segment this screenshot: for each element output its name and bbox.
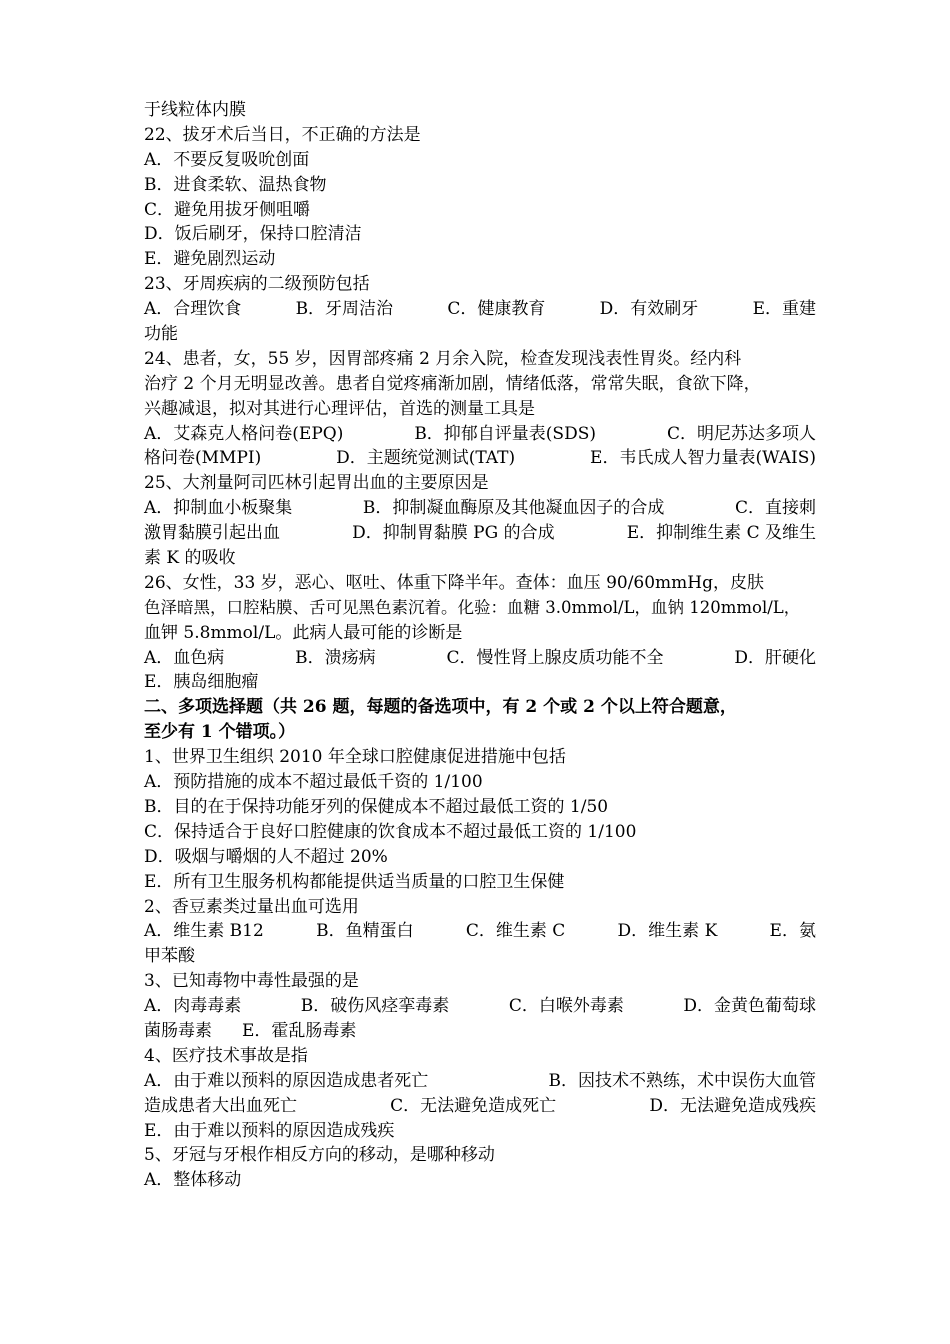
option-text: B．破伤风痉挛毒素 — [300, 996, 450, 1017]
text-line: 26、女性，33 岁，恶心、呕吐、体重下降半年。查体：血压 90/60mmHg，皮肤 — [144, 572, 765, 593]
text-line: 4、医疗技术事故是指 — [144, 1045, 308, 1066]
option-text: C．健康教育 — [447, 299, 546, 320]
option-text: D．有效刷牙 — [599, 299, 699, 320]
text-line: 2、香豆素类过量出血可选用 — [144, 896, 359, 917]
option-text: C．白喉外毒素 — [508, 996, 624, 1017]
text-line — [144, 422, 816, 447]
text-line: 色泽暗黑，口腔粘膜、舌可见黑色素沉着。化验：血糖 3.0mmol/L，血钠 120mmol/L， — [144, 597, 801, 617]
text-line: E．由于难以预料的原因造成残疾 — [144, 1120, 395, 1141]
text-line: 1、世界卫生组织 2010 年全球口腔健康促进措施中包括 — [144, 747, 566, 768]
option-text: C．慢性肾上腺皮质功能不全 — [446, 647, 664, 668]
text-line — [144, 994, 816, 1019]
option-text: A．艾森克人格问卷(EPQ) — [144, 423, 344, 444]
text-line: E．避免剧烈运动 — [144, 249, 276, 270]
text-line: A．预防措施的成本不超过最低千资的 1/100 — [144, 772, 483, 793]
option-text: D．肝硬化 — [734, 647, 816, 668]
text-line: 治疗 2 个月无明显改善。患者自觉疼痛渐加剧，情绪低落，常常失眠，食欲下降， — [144, 373, 761, 394]
text-line: A．整体移动 — [144, 1170, 242, 1191]
text-line: 功能 — [144, 324, 178, 345]
option-text: A．合理饮食 — [144, 299, 242, 320]
text-line: 二、多项选择题（共 26 题，每题的备选项中，有 2 个或 2 个以上符合题意， — [144, 697, 737, 718]
text-line: 5、牙冠与牙根作相反方向的移动，是哪种移动 — [144, 1145, 495, 1166]
option-text: D．维生素 K — [617, 921, 718, 942]
text-line — [144, 919, 816, 944]
text-line — [144, 521, 816, 546]
option-text: D．抑制胃黏膜 PG 的合成 — [352, 523, 555, 544]
option-text: C．维生素 C — [465, 921, 566, 942]
option-text: 造成患者大出血死亡 — [144, 1095, 297, 1116]
text-line: E．所有卫生服务机构都能提供适当质量的口腔卫生保健 — [144, 871, 565, 892]
text-line: 23、牙周疾病的二级预防包括 — [144, 274, 370, 295]
option-text: E．抑制维生素 C 及维生 — [626, 523, 816, 544]
option-text: B．因技术不熟练，术中误伤大血管 — [548, 1070, 816, 1091]
option-text: E．韦氏成人智力量表(WAIS) — [590, 448, 816, 469]
option-text: B．溃疡病 — [295, 647, 376, 668]
option-text: A．由于难以预料的原因造成患者死亡 — [144, 1070, 429, 1091]
text-line — [144, 297, 816, 322]
text-line: 至少有 1 个错项。） — [144, 722, 296, 743]
text-line: C．保持适合于良好口腔健康的饮食成本不超过最低工资的 1/100 — [144, 821, 637, 842]
option-text: B．抑制凝血酶原及其他凝血因子的合成 — [362, 498, 665, 519]
text-line — [144, 646, 816, 671]
text-line: A．不要反复吸吮创面 — [144, 149, 310, 170]
option-text: E．重建 — [752, 299, 816, 320]
option-text: E．霍乱肠毒素 — [242, 1020, 357, 1041]
option-text: A．肉毒毒素 — [144, 996, 242, 1017]
text-line: E．胰岛细胞瘤 — [144, 672, 259, 693]
text-line — [144, 1069, 816, 1094]
option-text: D．主题统觉测试(TAT) — [336, 448, 516, 469]
text-line — [144, 1094, 816, 1119]
text-line: C．避免用拔牙侧咀嚼 — [144, 199, 311, 220]
document-body — [144, 98, 816, 1193]
option-text: B．抑郁自评量表(SDS) — [414, 423, 596, 444]
option-text: C．无法避免造成死亡 — [390, 1095, 557, 1116]
option-text: A．抑制血小板聚集 — [144, 498, 293, 519]
text-line: D．吸烟与嚼烟的人不超过 20% — [144, 846, 388, 867]
text-line: 25、大剂量阿司匹林引起胃出血的主要原因是 — [144, 473, 489, 494]
option-text: C．明尼苏达多项人 — [666, 423, 816, 444]
text-line: 血钾 5.8mmol/L。此病人最可能的诊断是 — [144, 622, 463, 643]
text-line — [144, 496, 816, 521]
text-line: 于线粒体内膜 — [144, 100, 246, 120]
text-line — [144, 446, 816, 471]
text-line: 甲苯酸 — [144, 946, 195, 967]
text-line: 素 K 的吸收 — [144, 548, 236, 569]
text-line: B．目的在于保持功能牙列的保健成本不超过最低工资的 1/50 — [144, 796, 609, 817]
text-line: 24、患者，女，55 岁，因胃部疼痛 2 月余入院，检查发现浅表性胃炎。经内科 — [144, 348, 742, 369]
option-text: E．氨 — [769, 921, 816, 942]
option-text: 激胃黏膜引起出血 — [144, 523, 280, 544]
option-text: D．无法避免造成残疾 — [649, 1095, 816, 1116]
text-line: 兴趣减退，拟对其进行心理评估，首选的测量工具是 — [144, 398, 535, 419]
option-text: 格问卷(MMPI) — [144, 448, 262, 469]
text-line: 3、已知毒物中毒性最强的是 — [144, 971, 359, 992]
text-line: 22、拔牙术后当日，不正确的方法是 — [144, 124, 421, 145]
option-text: B．牙周洁治 — [295, 299, 394, 320]
option-text: D．金黄色葡萄球 — [683, 996, 816, 1017]
text-line: B．进食柔软、温热食物 — [144, 174, 327, 195]
text-line: D．饭后刷牙，保持口腔清洁 — [144, 224, 362, 245]
option-text: A．维生素 B12 — [144, 921, 264, 942]
option-text: B．鱼精蛋白 — [316, 921, 414, 942]
text-line — [144, 1019, 816, 1044]
option-text: 菌肠毒素 — [144, 1020, 212, 1041]
option-text: A．血色病 — [144, 647, 225, 668]
option-text: C．直接刺 — [734, 498, 816, 519]
